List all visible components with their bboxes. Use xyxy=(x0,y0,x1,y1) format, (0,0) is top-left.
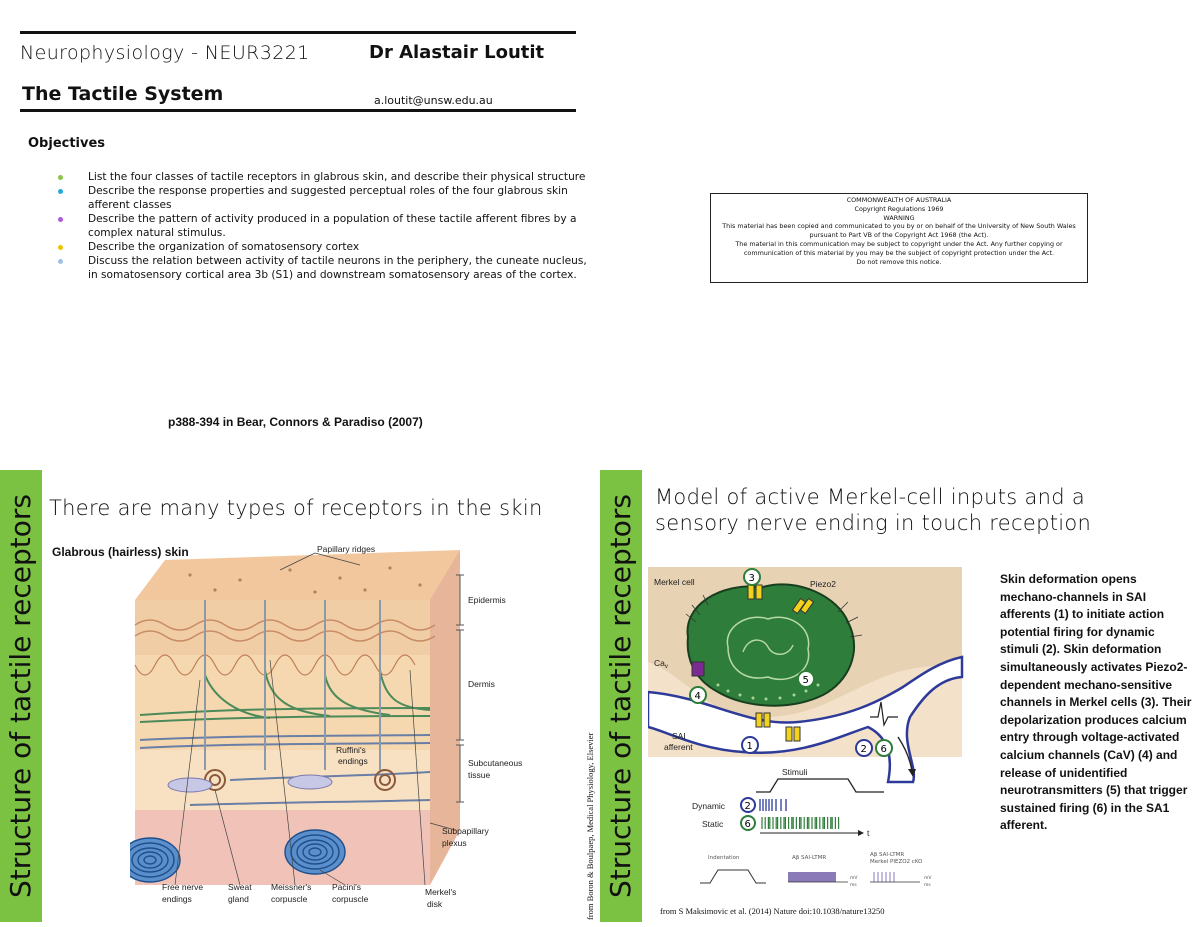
left-panel-title: There are many types of receptors in the skin xyxy=(49,496,543,520)
left-figure-credit: from Boron & Boulpaep, Medical Physiology, Elsevier xyxy=(585,732,595,920)
objective-item: Describe the response properties and suggested perceptual roles of the four glabrous skin afferent classes xyxy=(58,184,588,212)
left-band-text: Structure of tactile receptors xyxy=(4,494,37,898)
course-title: Neurophysiology - NEUR3221 xyxy=(20,42,310,64)
bullet-dot xyxy=(58,245,63,250)
lecture-topic: The Tactile System xyxy=(22,83,224,105)
objectives-heading: Objectives xyxy=(28,136,106,151)
label-pacini: corpuscle xyxy=(332,894,369,904)
step-marker-2 xyxy=(856,740,872,756)
label-sweat-gland: Sweat xyxy=(228,882,252,892)
label-pacini: Pacini's xyxy=(332,882,362,892)
bullet-dot xyxy=(58,217,63,222)
left-panel-subtitle: Glabrous (hairless) skin xyxy=(52,545,189,559)
sai-ltmr-recording xyxy=(788,872,836,882)
svg-text:2: 2 xyxy=(744,801,751,812)
skin-surface xyxy=(135,550,460,600)
label-ruffini: endings xyxy=(338,756,368,766)
header-top-rule xyxy=(20,31,576,34)
copyright-line: WARNING xyxy=(883,213,915,222)
label-meissner: Meissner's xyxy=(271,882,312,892)
merkel-cell-body xyxy=(688,584,854,705)
right-panel-title xyxy=(655,484,1091,536)
label-sweat-gland: gland xyxy=(228,894,249,904)
label-dynamic: Dynamic xyxy=(692,801,726,811)
header-bottom-rule xyxy=(20,109,576,112)
label-papillary-ridges: Papillary ridges xyxy=(317,544,376,554)
label-merkel-cell: Merkel cell xyxy=(654,577,695,587)
copyright-line: Copyright Regulations 1969 xyxy=(854,204,944,213)
objectives-list xyxy=(58,170,588,282)
step-marker-5 xyxy=(798,671,814,687)
objective-item: List the four classes of tactile receptors in glabrous skin, and describe their physical structure xyxy=(58,170,588,184)
merkel-model-diagram xyxy=(648,567,966,897)
merkel-model-description: Skin deformation opens mechano-channels in SAI afferents (1) to initiate action potential firing for dynamic stimuli (2). Skin deformation simultaneously activates Piezo2-dependent mechano-sensitive channels in Merkel cells (3). Their depolarization produces calcium entry through voltage-activated calcium channels (CaV) (4) and release of unidentified neurotransmitters (5) that trigger sustained firing (6) in the SA1 afferent. xyxy=(1000,572,1192,833)
dynamic-spike-train xyxy=(760,799,786,811)
indentation-trace xyxy=(700,870,766,883)
copyright-notice xyxy=(710,193,1088,283)
objective-item: Describe the organization of somatosensory cortex xyxy=(58,240,588,254)
author-email[interactable]: a.loutit@unsw.edu.au xyxy=(374,94,493,107)
label-dermis: Dermis xyxy=(468,679,495,689)
author-name: Dr Alastair Loutit xyxy=(369,42,545,63)
step-marker-6 xyxy=(876,740,892,756)
textbook-reference: p388-394 in Bear, Connors & Paradiso (2007) xyxy=(168,415,423,429)
label-mv: mV xyxy=(850,876,858,881)
label-subpapillary: plexus xyxy=(442,838,467,848)
label-subcutaneous: tissue xyxy=(468,770,491,780)
copyright-line: COMMONWEALTH OF AUSTRALIA xyxy=(846,196,952,204)
ko-recording-spikes xyxy=(874,872,894,882)
copyright-line: Do not remove this notice. xyxy=(856,257,942,266)
label-epidermis: Epidermis xyxy=(468,595,506,605)
label-sai-ltmr-ko: Aβ SAI-LTMR xyxy=(870,852,905,858)
step-marker-2-trace xyxy=(741,798,755,812)
step-marker-3 xyxy=(744,569,760,585)
label-ms: ms xyxy=(850,883,857,888)
epidermis-layer xyxy=(135,600,430,655)
step-marker-1 xyxy=(742,737,758,753)
label-sai-afferent: SAI xyxy=(672,731,686,741)
objective-item: Describe the pattern of activity produced in a population of these tactile afferent fibres by a complex natural stimulus. xyxy=(58,212,588,240)
pacinian-corpuscle xyxy=(130,838,180,882)
left-credit-wrapper xyxy=(584,690,596,920)
time-axis-arrow xyxy=(858,830,864,836)
label-merkel-disk: disk xyxy=(427,899,443,909)
copyright-line: The material in this communication may be subject to copyright under the Act. Any further copying or communication of this material by you may be the subject of copyright protection under the Act. xyxy=(735,239,1063,257)
right-title-line: sensory nerve ending in touch reception xyxy=(655,511,1092,535)
label-free-nerve: Free nerve xyxy=(162,882,204,892)
label-free-nerve: endings xyxy=(162,894,192,904)
svg-text:2: 2 xyxy=(860,744,867,755)
label-ruffini: Ruffini's xyxy=(336,745,366,755)
svg-text:6: 6 xyxy=(880,744,887,755)
label-stimuli: Stimuli xyxy=(782,767,808,777)
label-piezo2: Piezo2 xyxy=(810,579,836,589)
label-cav: $Ca_v$ xyxy=(654,658,668,670)
copyright-line: This material has been copied and communicated to you by or on behalf of the University of New South Wales pursuant to Part VB of the Copyright Act 1968 (the Act). xyxy=(722,222,1076,240)
right-band-text: Structure of tactile receptors xyxy=(604,494,637,898)
stimulus-trace xyxy=(756,779,884,792)
objective-item: Discuss the relation between activity of tactile neurons in the periphery, the cuneate nucleus, in somatosensory cortical area 3b (S1) and downstream somatosensory areas of the cortex. xyxy=(58,254,588,282)
right-side-band xyxy=(600,470,642,922)
svg-text:4: 4 xyxy=(694,691,701,702)
label-indentation: Indentation xyxy=(708,855,740,861)
static-spike-train xyxy=(762,817,839,829)
right-figure-credit: from S Maksimovic et al. (2014) Nature doi:10.1038/nature13250 xyxy=(660,906,885,916)
pacinian-corpuscle xyxy=(285,830,345,874)
label-subpapillary: Subpapillary xyxy=(442,826,489,836)
label-sai-afferent: afferent xyxy=(664,742,693,752)
ruffini-ending xyxy=(288,775,332,789)
skin-diagram xyxy=(130,540,530,915)
label-static: Static xyxy=(702,819,724,829)
label-mv: mV xyxy=(924,876,932,881)
step-marker-6-trace xyxy=(741,816,755,830)
svg-text:3: 3 xyxy=(748,573,755,584)
label-merkel-disk: Merkel's xyxy=(425,887,457,897)
right-title-line: Model of active Merkel-cell inputs and a xyxy=(655,485,1086,509)
bullet-dot xyxy=(58,175,63,180)
ruffini-ending xyxy=(168,778,212,792)
bullet-dot xyxy=(58,189,63,194)
svg-text:1: 1 xyxy=(746,741,753,752)
svg-text:6: 6 xyxy=(744,819,751,830)
label-ms: ms xyxy=(924,883,931,888)
label-sai-ltmr: Aβ SAI-LTMR xyxy=(792,855,827,861)
left-side-band xyxy=(0,470,42,922)
label-subcutaneous: Subcutaneous xyxy=(468,758,523,768)
cav-channel xyxy=(692,662,704,676)
step-marker-4 xyxy=(690,687,706,703)
label-meissner: corpuscle xyxy=(271,894,308,904)
label-time: t xyxy=(867,828,870,838)
label-sai-ltmr-ko: Merkel PIEZO2 cKO xyxy=(870,859,923,865)
svg-text:5: 5 xyxy=(802,675,809,686)
bullet-dot xyxy=(58,259,63,264)
